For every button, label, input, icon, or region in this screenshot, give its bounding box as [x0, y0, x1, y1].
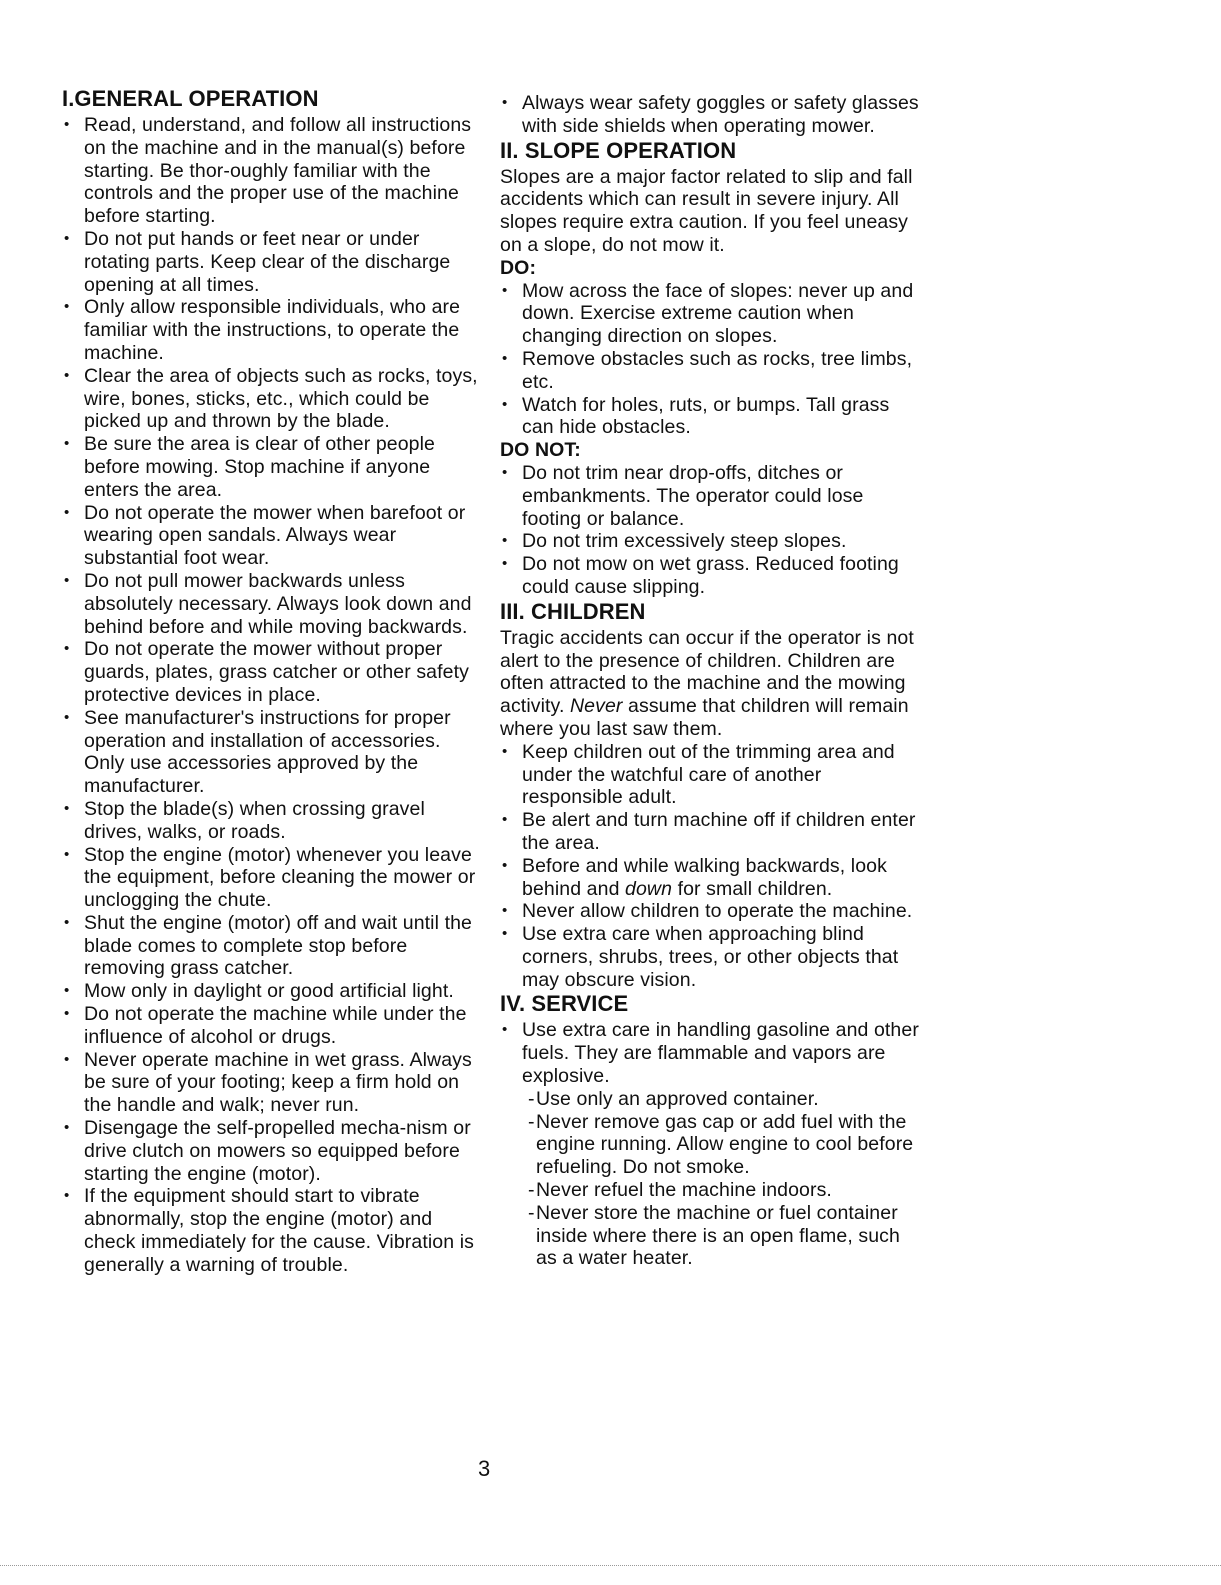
- right-column: [500, 92, 920, 1270]
- list-item: • Disengage the self-propelled mecha-nism or drive clutch on mowers so equipped before starting the engine (motor).: [62, 1117, 480, 1185]
- list-item: • Do not operate the mower when barefoot or wearing open sandals. Always wear substantial foot wear.: [62, 502, 480, 570]
- do-label: DO:: [500, 256, 537, 279]
- general-operation-list: [62, 114, 480, 1277]
- list-item: • Mow only in daylight or good artificial light.: [62, 980, 480, 1003]
- left-column: [62, 86, 480, 1277]
- list-item: • Stop the blade(s) when crossing gravel drives, walks, or roads.: [62, 798, 480, 844]
- general-operation-heading: I.GENERAL OPERATION: [62, 86, 319, 111]
- list-item: • Do not operate the machine while under the influence of alcohol or drugs.: [62, 1003, 480, 1049]
- children-intro-emphasis: Never: [569, 695, 623, 718]
- list-item: • See manufacturer's instructions for proper operation and installation of accessories. Only use accessories approved by the manufacturer.: [62, 707, 480, 798]
- sub-list-item: - Never remove gas cap or add fuel with the engine running. Allow engine to cool before refueling. Do not smoke.: [528, 1111, 920, 1179]
- list-item: • Watch for holes, ruts, or bumps. Tall grass can hide obstacles.: [500, 394, 920, 440]
- general-operation-continued-list: [500, 92, 920, 138]
- service-list: [500, 1019, 920, 1087]
- list-item: • Use extra care when approaching blind corners, shrubs, trees, or other objects that may obscure vision.: [500, 923, 920, 991]
- list-item: • Do not mow on wet grass. Reduced footing could cause slipping.: [500, 553, 920, 599]
- children-list: [500, 741, 920, 992]
- children-intro: [500, 627, 920, 741]
- do-not-label: DO NOT:: [500, 439, 581, 462]
- list-item: • Do not trim near drop-offs, ditches or embankments. The operator could lose footing or balance.: [500, 462, 920, 530]
- list-item: • Do not put hands or feet near or under rotating parts. Keep clear of the discharge opening at all times.: [62, 228, 480, 296]
- sub-list-item: - Never refuel the machine indoors.: [528, 1179, 920, 1202]
- children-intro-text: Tragic accidents can occur if the operator is not alert to the presence of children. Children are often attracted to the machine and the mowing activity.: [500, 626, 914, 718]
- list-item: • Shut the engine (motor) off and wait until the blade comes to complete stop before removing grass catcher.: [62, 912, 480, 980]
- sub-list-item: - Never store the machine or fuel container inside where there is an open flame, such as a water heater.: [528, 1202, 920, 1270]
- list-item: • Use extra care in handling gasoline and other fuels. They are flammable and vapors are explosive.: [500, 1019, 920, 1087]
- list-item: • Read, understand, and follow all instructions on the machine and in the manual(s) before starting. Be thor-oughly familiar with the controls and the proper use of the machine before starting.: [62, 114, 480, 228]
- sub-list-item: - Use only an approved container.: [528, 1088, 920, 1111]
- list-item: • Never allow children to operate the machine.: [500, 900, 920, 923]
- list-item: • Keep children out of the trimming area and under the watchful care of another responsible adult.: [500, 741, 920, 809]
- list-item: • Never operate machine in wet grass. Always be sure of your footing; keep a firm hold on the handle and walk; never run.: [62, 1049, 480, 1117]
- list-item-text-end: for small children.: [672, 877, 833, 900]
- list-item: • Clear the area of objects such as rocks, toys, wire, bones, sticks, etc., which could be picked up and thrown by the blade.: [62, 365, 480, 433]
- list-item: • Do not pull mower backwards unless absolutely necessary. Always look down and behind before and while moving backwards.: [62, 570, 480, 638]
- list-item: • Do not trim excessively steep slopes.: [500, 530, 920, 553]
- list-item-text: Before and while walking backwards, look behind and: [522, 854, 887, 900]
- do-list: [500, 280, 920, 440]
- list-item-emphasis: down: [625, 877, 673, 900]
- list-item: • Only allow responsible individuals, who are familiar with the instructions, to operate the machine.: [62, 296, 480, 364]
- list-item: • Always wear safety goggles or safety glasses with side shields when operating mower.: [500, 92, 920, 138]
- list-item: • Do not operate the mower without proper guards, plates, grass catcher or other safety protective devices in place.: [62, 638, 480, 706]
- slope-intro: Slopes are a major factor related to slip and fall accidents which can result in severe injury. All slopes require extra caution. If you feel uneasy on a slope, do not mow it.: [500, 165, 913, 256]
- do-not-list: [500, 462, 920, 599]
- service-sub-list: [500, 1088, 920, 1270]
- list-item: • Stop the engine (motor) whenever you leave the equipment, before cleaning the mower or unclogging the chute.: [62, 844, 480, 912]
- children-intro-text-end: assume that children will remain where you last saw them.: [500, 695, 909, 740]
- children-heading: III. CHILDREN: [500, 598, 646, 624]
- service-heading: IV. SERVICE: [500, 991, 629, 1017]
- list-item: [500, 855, 920, 901]
- list-item: • If the equipment should start to vibrate abnormally, stop the engine (motor) and check immediately for the cause. Vibration is generally a warning of trouble.: [62, 1185, 480, 1276]
- list-item: • Be sure the area is clear of other people before mowing. Stop machine if anyone enters the area.: [62, 433, 480, 501]
- page-bottom-divider: [0, 1565, 1221, 1566]
- slope-operation-heading: II. SLOPE OPERATION: [500, 137, 737, 163]
- list-item: • Be alert and turn machine off if children enter the area.: [500, 809, 920, 855]
- list-item: • Remove obstacles such as rocks, tree limbs, etc.: [500, 348, 920, 394]
- list-item: • Mow across the face of slopes: never up and down. Exercise extreme caution when changing direction on slopes.: [500, 280, 920, 348]
- page-number: 3: [478, 1456, 491, 1481]
